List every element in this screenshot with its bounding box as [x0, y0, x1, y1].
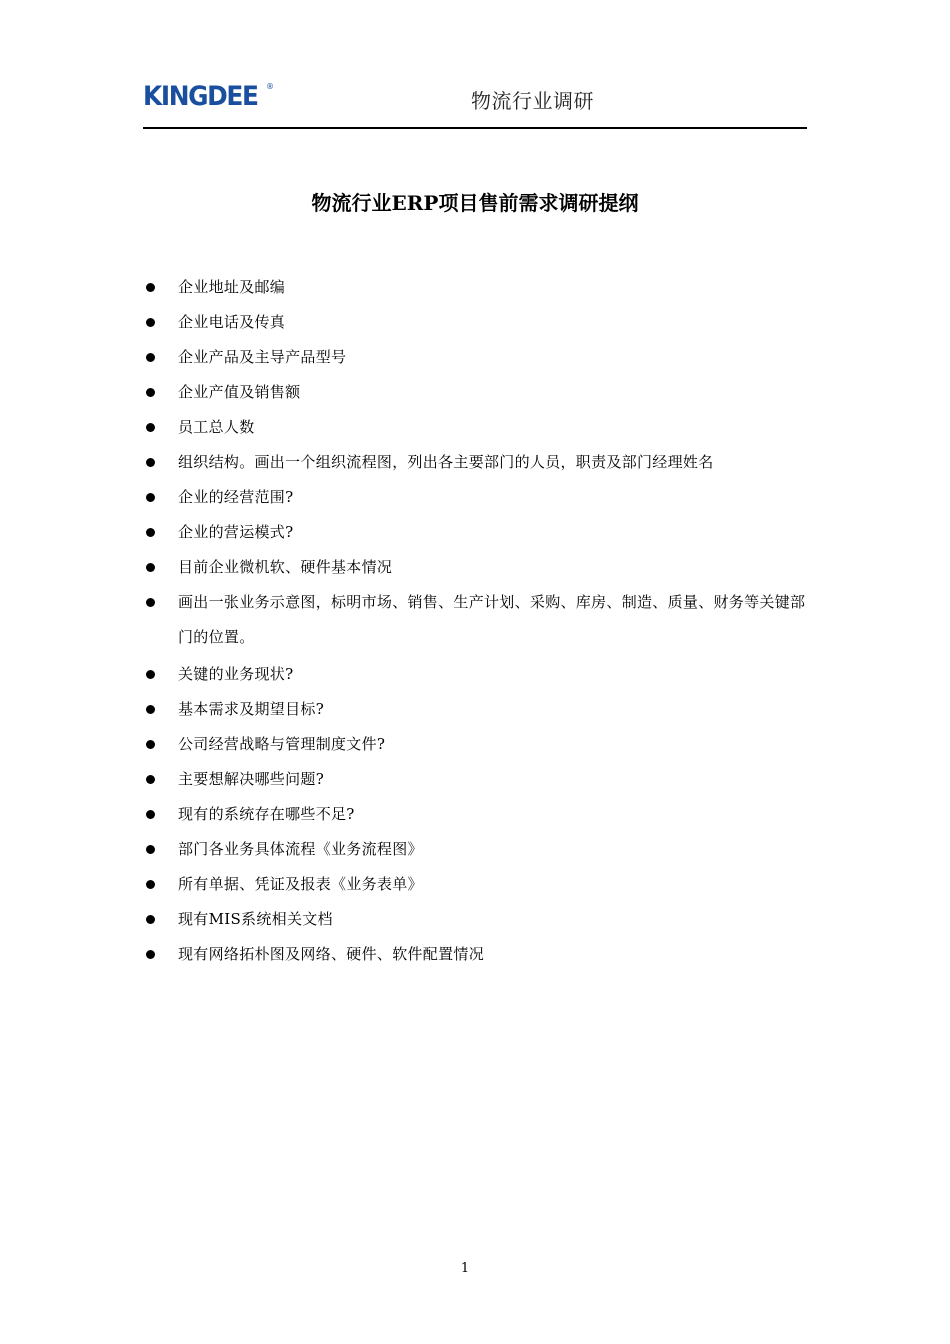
list-item: [145, 657, 809, 692]
list-item-text: 企业地址及邮编: [178, 278, 286, 296]
list-item-text: 企业的经营范围?: [178, 488, 294, 506]
list-item: [145, 832, 809, 867]
list-item-text: 现有的系统存在哪些不足?: [178, 805, 355, 823]
list-item: [145, 410, 809, 445]
list-item: [145, 270, 809, 305]
bullet-icon: [146, 283, 155, 292]
list-item: [145, 480, 809, 515]
list-item-text: 公司经营战略与管理制度文件?: [178, 735, 386, 753]
bullet-icon: [146, 845, 155, 854]
list-item-text: 组织结构。画出一个组织流程图，列出各主要部门的人员，职责及部门经理姓名: [178, 453, 714, 471]
list-item-text: 企业的营运模式?: [178, 523, 294, 541]
list-item: [145, 515, 809, 550]
bullet-icon: [146, 880, 155, 889]
registered-mark: ®: [266, 82, 274, 91]
bullet-icon: [146, 775, 155, 784]
list-item: [145, 867, 809, 902]
list-item: [145, 727, 809, 762]
list-item: [145, 340, 809, 375]
list-item-text: 基本需求及期望目标?: [178, 700, 325, 718]
bullet-icon: [146, 318, 155, 327]
bullet-icon: [146, 810, 155, 819]
list-item: [145, 692, 809, 727]
list-item: [145, 762, 809, 797]
bullet-icon: [146, 915, 155, 924]
document-title: 物流行业ERP项目售前需求调研提纲: [311, 191, 639, 215]
header-divider: [143, 127, 807, 129]
list-item: [145, 445, 809, 480]
list-item: [145, 550, 809, 585]
bullet-icon: [146, 423, 155, 432]
list-item-text: 现有MIS系统相关文档: [178, 910, 333, 928]
bullet-icon: [146, 598, 155, 607]
bullet-icon: [146, 388, 155, 397]
bullet-icon: [146, 563, 155, 572]
list-item: [145, 797, 809, 832]
list-item: [145, 937, 809, 972]
list-item-text: 企业电话及传真: [178, 313, 286, 331]
list-item-text: 部门各业务具体流程《业务流程图》: [178, 840, 423, 858]
list-item: [145, 585, 809, 655]
bullet-icon: [146, 670, 155, 679]
list-item-text: 目前企业微机软、硬件基本情况: [178, 558, 393, 576]
bullet-icon: [146, 528, 155, 537]
list-item-text: 主要想解决哪些问题?: [178, 770, 325, 788]
list-item-text: 企业产品及主导产品型号: [178, 348, 347, 366]
bullet-icon: [146, 353, 155, 362]
list-item-text: 关键的业务现状?: [178, 665, 294, 683]
list-item-text: 企业产值及销售额: [178, 383, 301, 401]
list-item: [145, 375, 809, 410]
bullet-icon: [146, 740, 155, 749]
list-item-text: 现有网络拓朴图及网络、硬件、软件配置情况: [178, 945, 485, 963]
list-item: [145, 305, 809, 340]
header-title: 物流行业调研: [471, 89, 594, 113]
bullet-icon: [146, 705, 155, 714]
kingdee-logo: KINGDEE: [143, 81, 258, 112]
bullet-icon: [146, 458, 155, 467]
bullet-icon: [146, 493, 155, 502]
list-item-text: 员工总人数: [178, 418, 255, 436]
list-item-text: 所有单据、凭证及报表《业务表单》: [178, 875, 423, 893]
list-item-text: 画出一张业务示意图，标明市场、销售、生产计划、采购、库房、制造、质量、财务等关键部门的位置。: [178, 593, 806, 646]
page-number: 1: [460, 1261, 470, 1276]
bullet-icon: [146, 950, 155, 959]
list-item: [145, 902, 809, 937]
